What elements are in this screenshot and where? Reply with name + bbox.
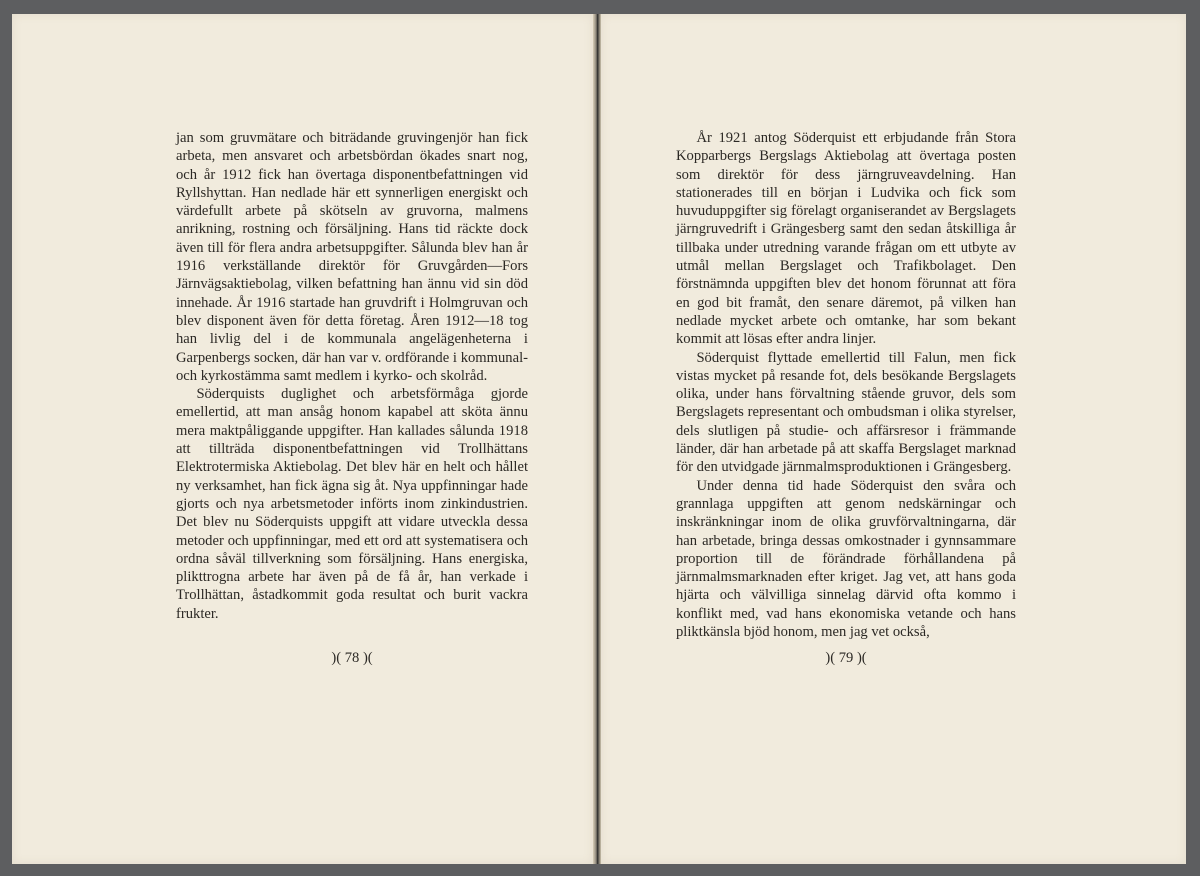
left-text-column bbox=[176, 129, 528, 623]
right-text-column bbox=[676, 129, 1016, 641]
paragraph: jan som gruvmätare och biträdande gruvingenjör han fick arbeta, men ansvaret och arbetsbördan ökades snart nog, och år 1912 fick han övertaga disponentbefattningen vid Ryllshyttan. Han nedlade här ett synnerligen energiskt och värdefullt arbete på skötseln av gruvorna, malmens anrikning, rostning och försäljning. Hans tid räckte dock även till för flera andra arbetsuppgifter. Sålunda blev han år 1916 verkställande direktör för Gruvgården—Fors Järnvägsaktiebolag, vilken befattning han ännu vid sin död innehade. År 1916 startade han gruvdrift i Holmgruvan och blev disponent även för detta företag. Åren 1912—18 tog han livlig del i de kommunala angelägenheterna i Garpenbergs socken, där han var v. ordförande i kommunal- och kyrkostämma samt medlem i kyrko- och skolråd. bbox=[176, 130, 528, 384]
paragraph: Under denna tid hade Söderquist den svåra och grannlaga uppgiften att genom nedskärningar och inskränkningar inom de olika gruvförvaltningarna, där han arbetade, bringa dessas omkostnader i gynnsammare proportion till de förändrade förhållandena på järnmalmsmarknaden efter kriget. Jag vet, att hans goda hjärta och välvilliga sinnelag därvid ofta kommo i konflikt med, vad hans ekonomiska vetande och hans pliktkänsla bjöd honom, men jag vet också, bbox=[676, 477, 1016, 641]
page-number: )( 79 )( bbox=[825, 650, 867, 666]
paragraph: År 1921 antog Söderquist ett erbjudande från Stora Kopparbergs Bergslags Aktiebolag att övertaga posten som direktör för dess järngruveavdelning. Han stationerades till en början i Ludvika och fick som huvuduppgifter sig förelagt organiserandet av Bergslagets järngruvedrift i Grängesberg samt den sedan åtskilliga år tillbaka under utredning varande frågan om ett utbyte av utmål mellan Bergslaget och Trafikbolaget. Den förstnämnda uppgiften blev det honom förunnat att föra en god bit framåt, den senare däremot, på vilken han nedlade mycket arbete och omtanke, har som bekant kommit att lösas efter andra linjer. bbox=[676, 130, 1016, 348]
right-page bbox=[601, 14, 1186, 864]
page-number: )( 78 )( bbox=[331, 650, 373, 666]
paragraph: Söderquist flyttade emellertid till Falun, men fick vistas mycket på resande fot, dels besökande Bergslagets olika, under hans förvaltning stående gruvor, dels som Bergslagets representant och ombudsman i olika styrelser, dels slutligen på studie- och affärsresor i främmande länder, där han arbetade på att skaffa Bergslaget marknad för den utvidgade järnmalmsproduktionen i Grängesberg. bbox=[676, 349, 1016, 476]
book-gutter bbox=[593, 14, 601, 864]
left-page bbox=[12, 14, 594, 864]
paragraph: Söderquists duglighet och arbetsförmåga gjorde emellertid, att man ansåg honom kapabel att sköta ännu mera maktpåliggande uppgifter. Han kallades sålunda 1918 att tillträda disponentbefattningen vid Trollhättans Elektrotermiska Aktiebolag. Det blev här en helt och hållet ny verksamhet, han fick ägna sig åt. Nya uppfinningar hade gjorts och nya arbetsmetoder införts inom zinkindustrien. Det blev nu Söderquists uppgift att vidare utveckla dessa metoder och uppfinningar, med ett ord att systematisera och ordna såväl tillverkning som försäljning. Hans energiska, plikttrogna arbete har även på de få år, han verkade i Trollhättan, åstadkommit goda resultat och burit vackra frukter. bbox=[176, 386, 528, 622]
